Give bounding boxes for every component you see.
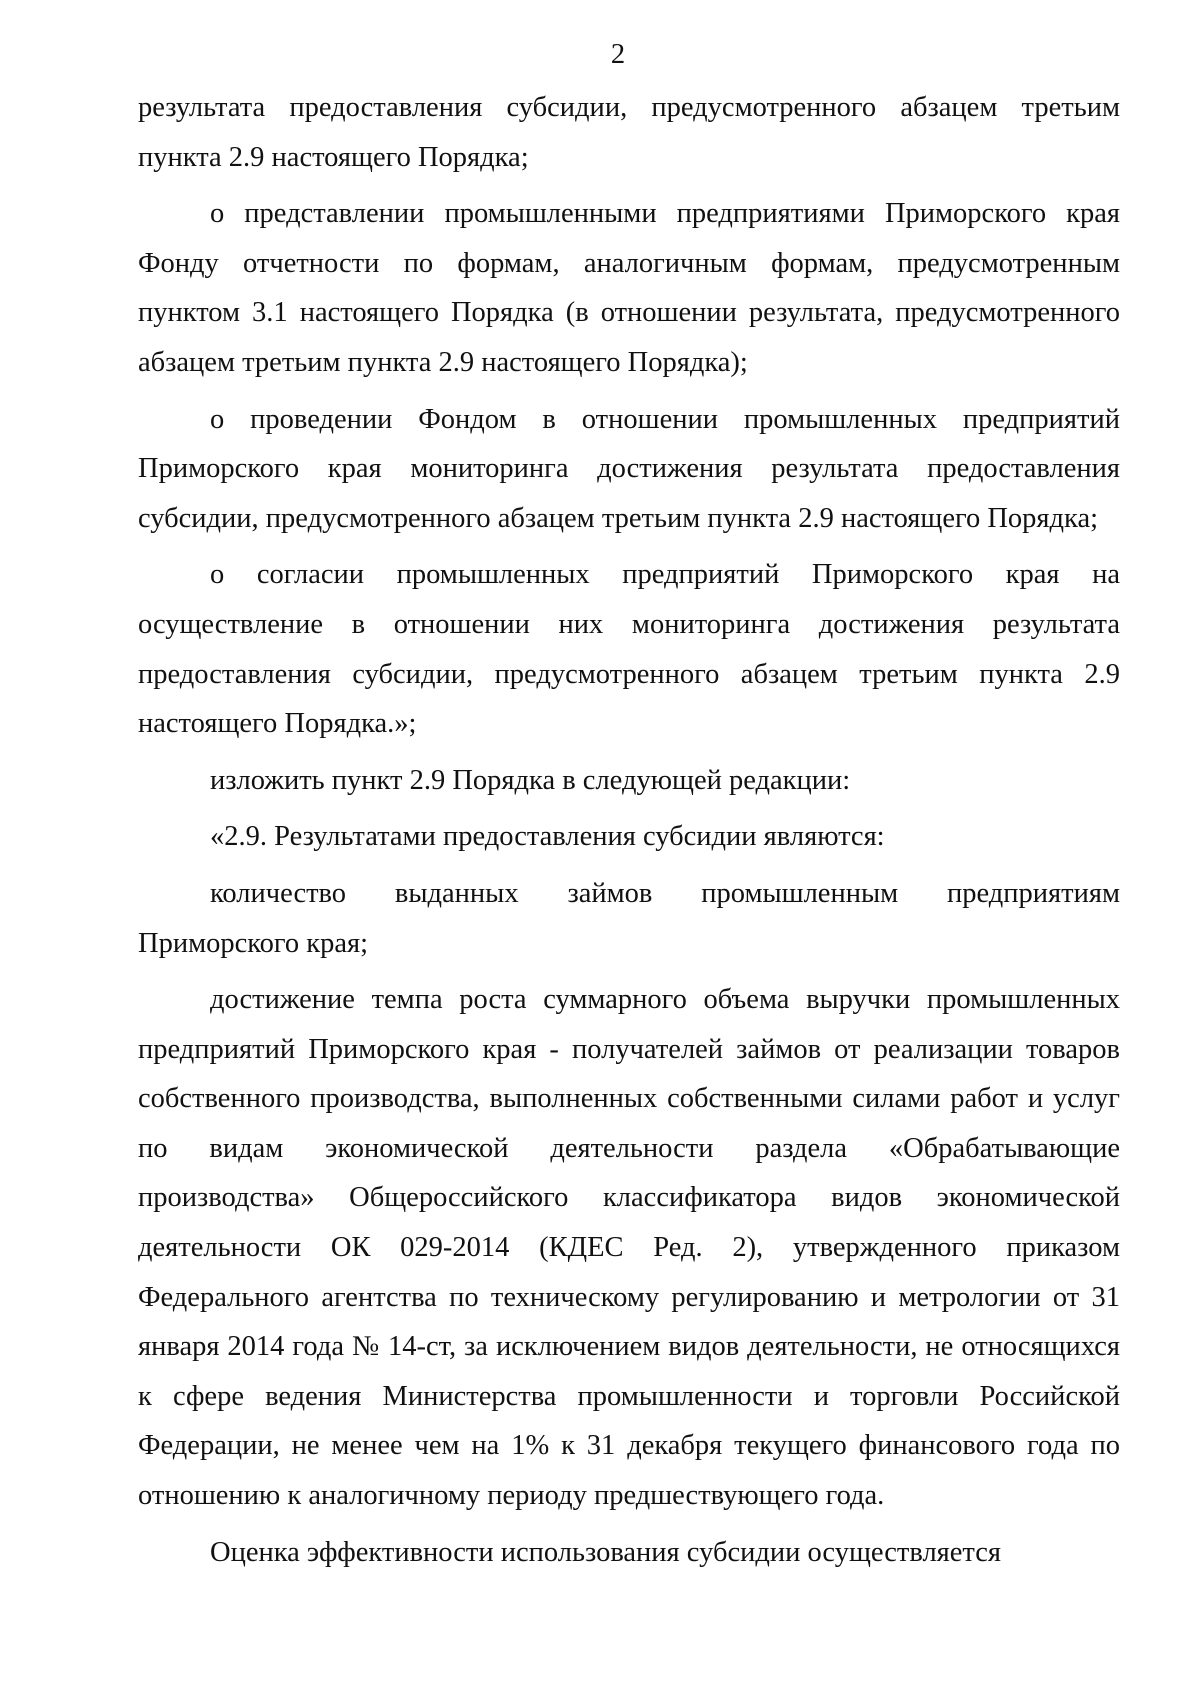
paragraph-efficiency: Оценка эффективности использования субсидии осуществляется bbox=[210, 1536, 1001, 1568]
paragraph-monitoring: о проведении Фондом в отношении промышленных предприятий Приморского края мониторинга достижения результата предоставления субсидии, предусмотренного абзацем третьим пункта 2.9 настоящего Порядка; bbox=[138, 403, 1120, 534]
paragraph-results-heading: «2.9. Результатами предоставления субсидии являются: bbox=[210, 821, 885, 853]
paragraph-continuation: результата предоставления субсидии, предусмотренного абзацем третьим пункта 2.9 настоящего Порядка; bbox=[138, 92, 1120, 173]
paragraph-reporting: о представлении промышленными предприятиями Приморского края Фонду отчетности по формам, аналогичным формам, предусмотренным пунктом 3.1 настоящего Порядка (в отношении результата, предусмотренного абзацем третьим пункта 2.9 настоящего Порядка); bbox=[138, 198, 1120, 378]
paragraph-loans-count: количество выданных займов промышленным предприятиям Приморского края; bbox=[138, 877, 1120, 959]
paragraph-revenue-growth: достижение темпа роста суммарного объема выручки промышленных предприятий Приморского края - получателей займов от реализации товаров собственного производства, выполненных собственными силами работ и услуг по видам экономической деятельности раздела «Обрабатывающие производства» Общероссийского классификатора видов экономической деятельности ОК 029-2014 (КДЕС Ред. 2), утвержденного приказом Федерального агентства по техническому регулированию и метрологии от 31 января 2014 года № 14-ст, за исключением видов деятельности, не относящихся к сфере ведения Министерства промышленности и торговли Российской Федерации, не менее чем на 1% к 31 декабря текущего финансового года по отношению к аналогичному периоду предшествующего года. bbox=[138, 984, 1120, 1512]
paragraph-amendment: изложить пункт 2.9 Порядка в следующей редакции: bbox=[210, 764, 851, 796]
page-number: 2 bbox=[610, 39, 626, 70]
paragraph-consent: о согласии промышленных предприятий Приморского края на осуществление в отношении них мониторинга достижения результата предоставления субсидии, предусмотренного абзацем третьим пункта 2.9 настоящего Порядка.»; bbox=[138, 559, 1120, 740]
